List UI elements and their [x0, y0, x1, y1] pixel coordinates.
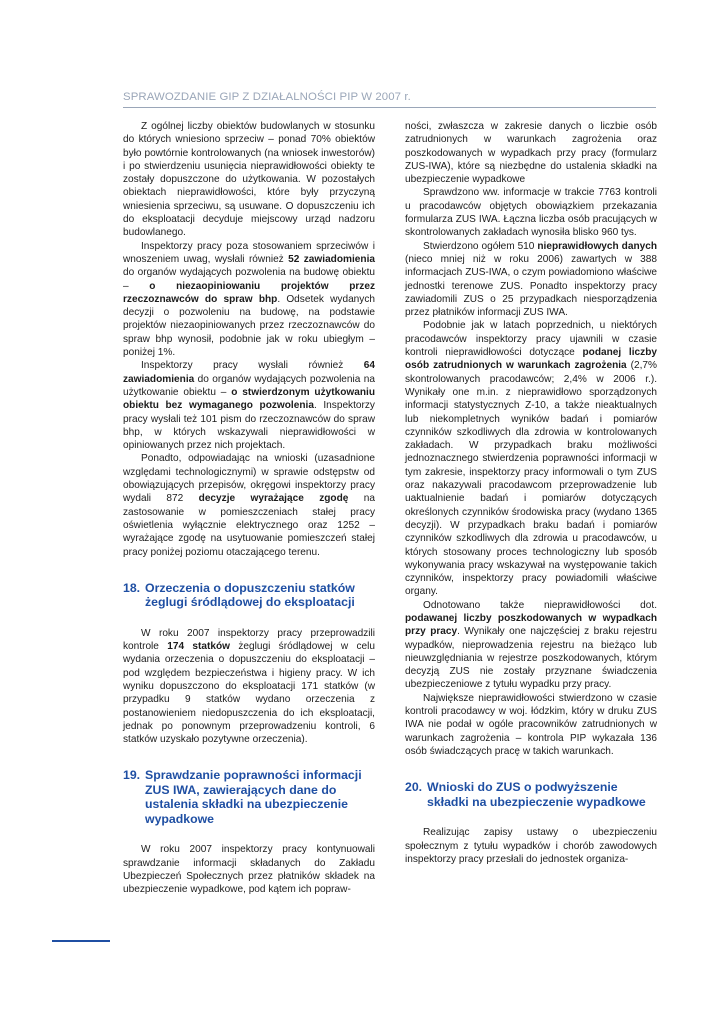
paragraph: Realizując zapisy ustawy o ubezpieczeniu społecznym z tytułu wypadków i chorób zawodowych inspektorzy pracy przesłali do jednostek organiza- — [405, 827, 657, 865]
paragraph: Sprawdzono ww. informacje w trakcie 7763 kontroli u pracodawców objętych obowiązkiem przekazania formularza ZUS IWA. Łączna liczba osób pracujących w skontrolowanych zakładach wynosiła blisko 960 tys. — [405, 187, 657, 239]
left-column — [123, 120, 375, 897]
paragraph: Ponadto, odpowiadając na wnioski (uzasadnione względami technologicznymi) w sprawie odstępstw od obowiązujących przepisów, okręgowi inspektorzy pracy wydali 872 decyzje wyrażające zgodę na zastosowanie w pomieszczeniach stałej pracy oświetlenia wyłącznie elektrycznego oraz 1252 – wyrażające zgodę na usytuowanie pomieszczeń stałej pracy poniżej poziomu otaczającego terenu. — [123, 453, 375, 558]
section-heading-19: 19. Sprawdzanie poprawności informacji ZUS IWA, zawierających dane do ustalenia składki na ubezpieczenie wypadkowe — [123, 768, 362, 826]
paragraph: W roku 2007 inspektorzy pracy kontynuowali sprawdzanie informacji składanych do Zakładu Ubezpieczeń Społecznych przez płatników składek na ubezpieczenie wypadkowe, pod kątem ich popraw- — [123, 844, 375, 896]
paragraph: Inspektorzy pracy poza stosowaniem sprzeciwów i wnoszeniem uwag, wysłali również 52 zawiadomienia do organów wydających pozwolenia na budowę obiektu – o niezaopiniowaniu projektów przez rzeczoznawców do spraw bhp. Odsetek wydanych decyzji o pozwoleniu na budowę, na podstawie projektów niezaopiniowanych przez rzeczoznawców do spraw bhp wynosił, podobnie jak w roku ubiegłym – poniżej 1%. — [123, 240, 376, 359]
paragraph: Z ogólnej liczby obiektów budowlanych w stosunku do których wniesiono sprzeciw – ponad 70% obiektów było powtórnie kontrolowanych (na wniosek inwestorów) i po stwierdzeniu usunięcia nieprawidłowości obiekty te zostały dopuszczone do użytkowania. W pozostałych obiektach nieprawidłowości, które były przyczyną wniesienia sprzeciwu, są usuwane. O dopuszczeniu ich do eksploatacji decyduje miejscowy urząd nadzoru budowlanego. — [123, 121, 375, 239]
paragraph: ności, zwłaszcza w zakresie danych o liczbie osób zatrudnionych w warunkach zagrożenia oraz poszkodowanych w wypadkach przy pracy (formularz ZUS-IWA), które są niezbędne do ustalenia składki na ubezpieczenie wypadkowe — [405, 121, 657, 186]
paragraph: Inspektorzy pracy wysłali również 64 zawiadomienia do organów wydających pozwolenia na użytkowanie obiektu – o stwierdzonym użytkowaniu obiektu bez wymaganego pozwolenia. Inspektorzy pracy wysłali też 101 pism do rzeczoznawców do spraw bhp, w których wskazywali nieprawidłowości w opiniowanych przez nich projektach. — [123, 360, 375, 452]
running-header: SPRAWOZDANIE GIP Z DZIAŁALNOŚCI PIP W 2007 r. — [123, 91, 411, 103]
paragraph: Stwierdzono ogółem 510 nieprawidłowych danych (nieco mniej niż w roku 2006) zawartych w 388 informacjach ZUS-IWA, o czym powiadomiono właściwe jednostki terenowe ZUS. Ponadto inspektorzy pracy zawiadomili ZUS o 25 przypadkach niesporządzenia przez płatników informacji ZUS IWA. — [405, 240, 657, 319]
header-divider — [123, 107, 656, 108]
paragraph: Odnotowano także nieprawidłowości dot. podawanej liczby poszkodowanych w wypadkach przy pracy. Wynikały one najczęściej z braku rejestru wypadków, nieprowadzenia rejestru na bieżąco lub nieuwzględniania w rejestrze poszkodowanych, którym decyzją ZUS nie zostały przyznane świadczenia ubezpieczeniowe z tytułu wypadku przy pracy. — [405, 599, 657, 691]
right-column — [405, 120, 657, 866]
section-heading-20: 20. Wnioski do ZUS o podwyższenie składki na ubezpieczenie wypadkowe — [405, 780, 646, 809]
paragraph: Podobnie jak w latach poprzednich, u niektórych pracodawców inspektorzy pracy ujawnili w czasie kontroli nieprawidłowości dotyczące podanej liczby osób zatrudnionych w warunkach zagrożenia (2,7% skontrolowanych pracodawców; 2,4% w 2006 r.). Wynikały one m.in. z nieprawidłowo sporządzonych informacji statystycznych Z-10, a także nieaktualnych lub niekompletnych wyników badań i pomiarów czynników szkodliwych dla zdrowia w kontrolowanych zakładach. W przypadkach braku możliwości jednoznacznego stwierdzenia poprawności informacji w tym zakresie, inspektorzy pracy informowali o tym ZUS oraz nakazywali pracodawcom przeprowadzenie lub uaktualnienie badań i pomiarów dotyczących określonych czynników środowiska pracy (wydano 1365 decyzji). W przypadkach braku badań i pomiarów czynników szkodliwych dla zdrowia u pracodawców, u których stosowany proces technologiczny lub sposób wykonywania pracy wskazywał na występowanie takich czynników, inspektorzy pracy powiadomili właściwe organy. — [405, 320, 657, 598]
paragraph: W roku 2007 inspektorzy pracy przeprowadzili kontrole 174 statków żeglugi śródlądowej w celu wydania orzeczenia o dopuszczeniu do eksploatacji – pod względem bezpieczeństwa i higieny pracy. W ich wyniku dopuszczono do eksploatacji 171 statków (w przypadku 9 statków wydano orzeczenia z postanowieniem niedopuszczenia do ich eksploatacji, jednak po ponownym przeprowadzeniu kontroli, 6 statków uzyskało pozytywne orzeczenia). — [123, 627, 376, 746]
footer-accent-line — [52, 940, 110, 942]
paragraph: Największe nieprawidłowości stwierdzono w czasie kontroli pracodawcy w woj. łódzkim, który w druku ZUS IWA nie podał w ogóle pracowników zatrudnionych w warunkach zagrożenia – kontrola PIP wykazała 136 osób świadczących pracę w takich warunkach. — [405, 692, 657, 757]
section-heading-18: 18. Orzeczenia o dopuszczeniu statków żeglugi śródlądowej do eksploatacji — [123, 580, 355, 610]
